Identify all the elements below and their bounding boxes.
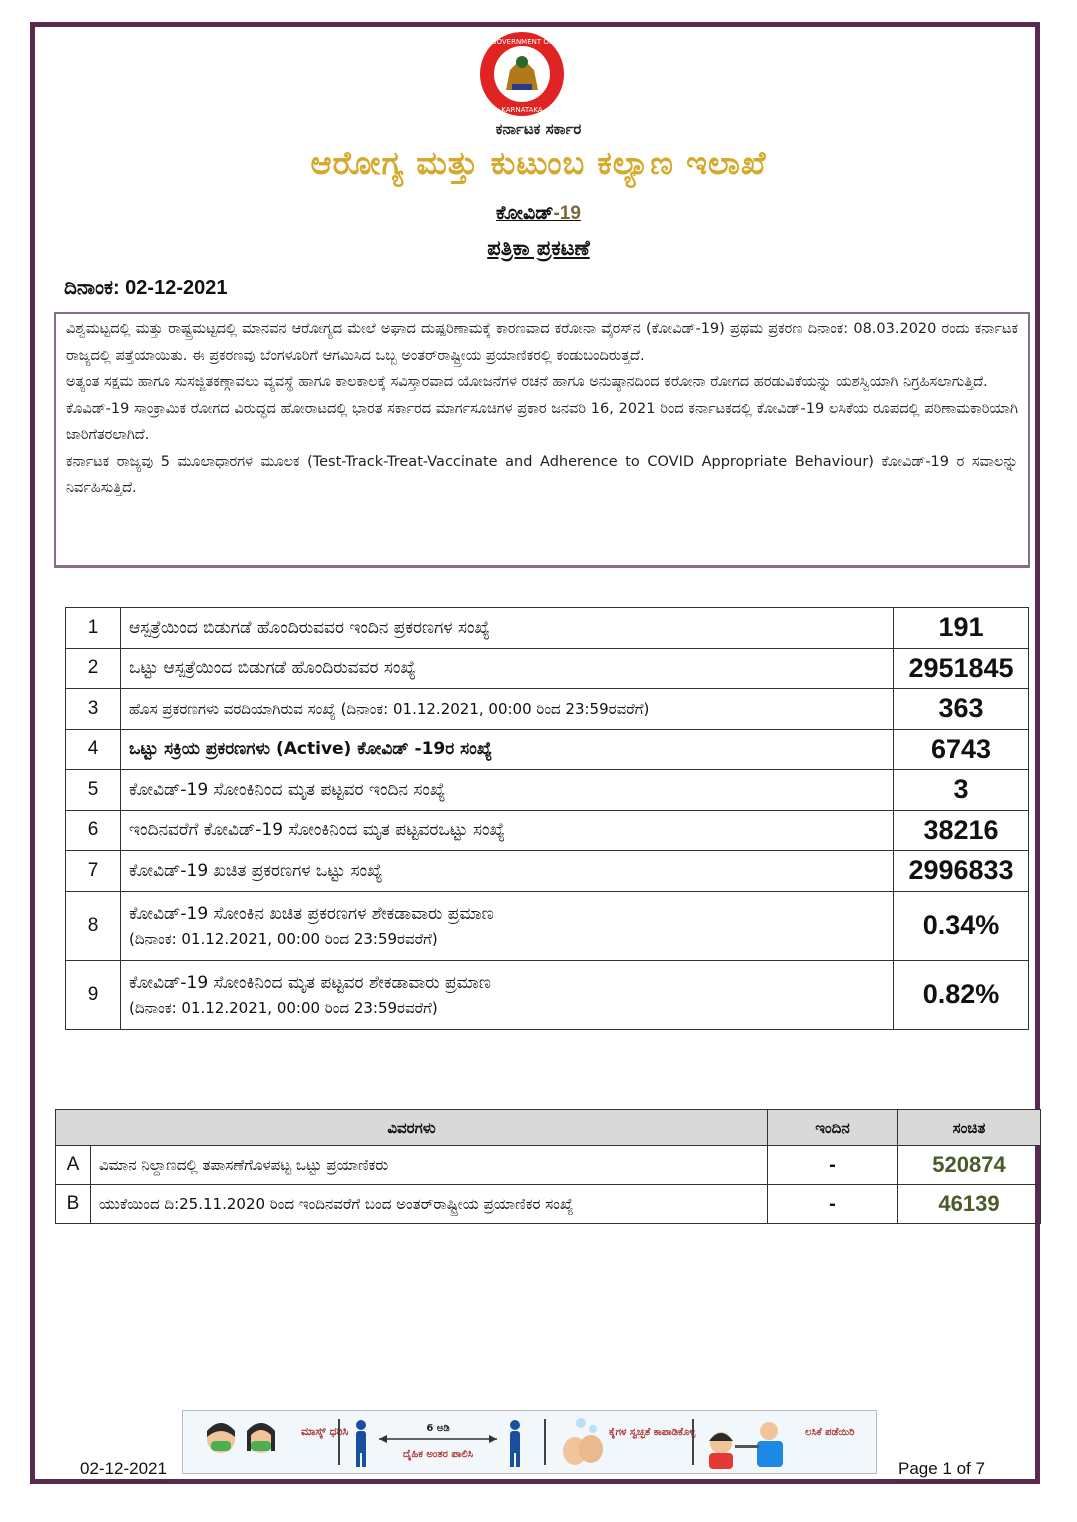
table-row: [66, 851, 1029, 892]
row-value: 6743: [894, 729, 1029, 770]
table-row: [66, 648, 1029, 689]
row-label: ಕೋವಿಡ್-19 ಸೋಂಕಿನ ಖಚಿತ ಪ್ರಕರಣಗಳ ಶೇಕಡಾವಾರು ಪ್ರಮಾಣ: [129, 903, 494, 924]
row-index: 8: [66, 891, 121, 960]
row-cumulative: 520874: [898, 1146, 1041, 1185]
press-release-title: ಪತ್ರಿಕಾ ಪ್ರಕಟಣೆ: [487, 236, 590, 260]
table-row: [56, 1146, 1041, 1185]
row-label: ಕೋವಿಡ್-19 ಖಚಿತ ಪ್ರಕರಣಗಳ ಒಟ್ಟು ಸಂಖ್ಯೆ: [121, 851, 894, 892]
table-header-row: [56, 1110, 1041, 1146]
hand-wash-icon: [563, 1418, 603, 1465]
row-index: A: [56, 1146, 91, 1185]
guidelines-illustration: [183, 1411, 876, 1473]
distance-text: ದೈಹಿಕ ಅಂತರ ಪಾಲಿಸಿ: [402, 1449, 474, 1460]
row-label: ವಿಮಾನ ನಿಲ್ದಾಣದಲ್ಲಿ ತಪಾಸಣೆಗೊಳಪಟ್ಟ ಒಟ್ಟು ಪ್ರಯಾಣಿಕರು: [91, 1146, 768, 1185]
table-row: [66, 689, 1029, 730]
masked-face-icon: [207, 1423, 235, 1453]
footer-rule-left: [78, 1481, 170, 1482]
row-label: ಇಂದಿನವರೆಗೆ ಕೋವಿಡ್-19 ಸೋಂಕಿನಿಂದ ಮೃತ ಪಟ್ಟವರಒಟ್ಟು ಸಂಖ್ಯೆ: [121, 810, 894, 851]
vaccine-icon: [709, 1422, 783, 1469]
intro-paragraph: ಅತ್ಯಂತ ಸಕ್ಷಮ ಹಾಗೂ ಸುಸಜ್ಜಿತಕಣ್ಗಾವಲು ವ್ಯವಸ್ಥೆ ಹಾಗೂ ಕಾಲಕಾಲಕ್ಕೆ ಸವಿಸ್ತಾರವಾದ ಯೋಜನೆಗಳ ರಚನೆ ಹಾಗೂ ಅನುಷ್ಠಾನದಿಂದ ಕರೋನಾ ರೋಗದ ಹರಡುವಿಕೆಯನ್ನು ಯಶಸ್ವಿಯಾಗಿ ನಿಗ್ರಹಿಸಲಾಗುತ್ತಿದೆ.: [66, 374, 988, 390]
covid-stats-table: [65, 607, 1029, 1030]
table-row: [66, 729, 1029, 770]
table-row: [66, 960, 1029, 1029]
row-value: 38216: [894, 810, 1029, 851]
row-value: 3: [894, 770, 1029, 811]
row-label: ಆಸ್ಪತ್ರೆಯಿಂದ ಬಿಡುಗಡೆ ಹೊಂದಿರುವವರ ಇಂದಿನ ಪ್ರಕರಣಗಳ ಸಂಖ್ಯೆ: [121, 608, 894, 649]
row-today: -: [768, 1185, 898, 1224]
page-number: Page 1 of 7: [898, 1459, 985, 1478]
row-value: 191: [894, 608, 1029, 649]
footer-date: 02-12-2021: [80, 1459, 167, 1478]
row-label: ಒಟ್ಟು ಸಕ್ರಿಯ ಪ್ರಕರಣಗಳು (Active) ಕೋವಿಡ್ -19ರ ಸಂಖ್ಯೆ: [121, 729, 894, 770]
karnataka-emblem-icon: [466, 30, 578, 118]
government-name: ಕರ್ನಾಟಕ ಸರ್ಕಾರ: [495, 120, 582, 138]
release-date: ದಿನಾಂಕ: 02-12-2021: [64, 277, 228, 299]
masked-face-icon: [247, 1423, 275, 1453]
department-title: ಆರೋಗ್ಯ ಮತ್ತು ಕುಟುಂಬ ಕಲ್ಯಾಣ ಇಲಾಖೆ: [310, 144, 767, 182]
row-index: 1: [66, 608, 121, 649]
table-row: [66, 608, 1029, 649]
row-label: ಯುಕೆಯಿಂದ ದಿ:25.11.2020 ರಿಂದ ಇಂದಿನವರೆಗೆ ಬಂದ ಅಂತರ್‌ರಾಷ್ಟ್ರೀಯ ಪ್ರಯಾಣಿಕರ ಸಂಖ್ಯೆ: [91, 1185, 768, 1224]
row-sublabel: (ದಿನಾಂಕ: 01.12.2021, 00:00 ರಿಂದ 23:59ರವರೆಗೆ): [129, 929, 438, 948]
intro-paragraph: ಕೊವಿಡ್-19 ಸಾಂಕ್ರಾಮಿಕ ರೋಗದ ವಿರುದ್ಧದ ಹೋರಾಟದಲ್ಲಿ ಭಾರತ ಸರ್ಕಾರದ ಮಾರ್ಗಸೂಚಿಗಳ ಪ್ರಕಾರ ಜನವರಿ 16, 2021 ರಿಂದ ಕರ್ನಾಟಕದಲ್ಲಿ ಕೋವಿಡ್-19 ಲಸಿಕೆಯ ರೂಪದಲ್ಲಿ ಪರಿಣಾಮಕಾರಿಯಾಗಿ ಜಾರಿಗೆತರಲಾಗಿದೆ.: [66, 400, 1018, 443]
column-header-details: ವಿವರಗಳು: [56, 1110, 768, 1146]
table-row: [66, 770, 1029, 811]
row-index: 9: [66, 960, 121, 1029]
svg-text:GOVERNMENT OF: GOVERNMENT OF: [491, 38, 553, 46]
row-value: 0.82%: [894, 960, 1029, 1029]
row-index: 4: [66, 729, 121, 770]
travel-table: [55, 1109, 1041, 1224]
person-icon: [356, 1420, 366, 1467]
row-index: B: [56, 1185, 91, 1224]
row-label: ಕೋವಿಡ್-19 ಸೋಂಕಿನಿಂದ ಮೃತ ಪಟ್ಟವರ ಶೇಕಡಾವಾರು ಪ್ರಮಾಣ: [129, 972, 491, 993]
row-today: -: [768, 1146, 898, 1185]
row-label: ಹೊಸ ಪ್ರಕರಣಗಳು ವರದಿಯಾಗಿರುವ ಸಂಖ್ಯೆ (ದಿನಾಂಕ: 01.12.2021, 00:00 ರಿಂದ 23:59ರವರೆಗೆ): [121, 689, 894, 730]
column-header-today: ಇಂದಿನ: [768, 1110, 898, 1146]
hands-text: ಕೈಗಳ ಸ್ವಚ್ಛತೆ ಕಾಪಾಡಿಕೊಳ್ಳಿ: [609, 1427, 696, 1438]
row-index: 2: [66, 648, 121, 689]
covid-guidelines-banner: [182, 1410, 877, 1474]
table-row: [66, 891, 1029, 960]
covid-number: -19: [553, 203, 581, 224]
intro-box: [54, 312, 1030, 568]
row-label-cell: [121, 891, 894, 960]
footer-rule-right: [896, 1481, 996, 1482]
row-sublabel: (ದಿನಾಂಕ: 01.12.2021, 00:00 ರಿಂದ 23:59ರವರೆಗೆ): [129, 998, 438, 1017]
row-index: 6: [66, 810, 121, 851]
mask-text: ಮಾಸ್ಕ್ ಧರಿಸಿ: [301, 1425, 349, 1438]
svg-text:KARNATAKA: KARNATAKA: [501, 106, 543, 114]
covid-label: ಕೋವಿಡ್: [496, 202, 554, 224]
column-header-cumulative: ಸಂಚಿತ: [898, 1110, 1041, 1146]
row-value: 2996833: [894, 851, 1029, 892]
row-value: 0.34%: [894, 891, 1029, 960]
row-index: 5: [66, 770, 121, 811]
row-cumulative: 46139: [898, 1185, 1041, 1224]
row-index: 3: [66, 689, 121, 730]
row-label: ಕೋವಿಡ್-19 ಸೋಂಕಿನಿಂದ ಮೃತ ಪಟ್ಟವರ ಇಂದಿನ ಸಂಖ್ಯೆ: [121, 770, 894, 811]
distance-feet-text: 6 ಅಡಿ: [426, 1423, 450, 1434]
row-value: 363: [894, 689, 1029, 730]
covid-heading: [0, 202, 1077, 225]
row-label-cell: [121, 960, 894, 1029]
vaccine-text: ಲಸಿಕೆ ಪಡೆಯಿರಿ: [805, 1427, 855, 1438]
row-label: ಒಟ್ಟು ಆಸ್ಪತ್ರೆಯಿಂದ ಬಿಡುಗಡೆ ಹೊಂದಿರುವವರ ಸಂಖ್ಯೆ: [121, 648, 894, 689]
row-value: 2951845: [894, 648, 1029, 689]
intro-paragraph: ಕರ್ನಾಟಕ ರಾಜ್ಯವು 5 ಮೂಲಾಧಾರಗಳ ಮೂಲಕ (Test-Track-Treat-Vaccinate and Adherence to COVID Appropriate Behaviour) ಕೋವಿಡ್-19 ರ ಸವಾಲನ್ನು ನಿರ್ವಹಿಸುತ್ತಿದೆ.: [66, 453, 1018, 496]
person-icon: [510, 1420, 520, 1467]
table-row: [56, 1185, 1041, 1224]
table-row: [66, 810, 1029, 851]
row-index: 7: [66, 851, 121, 892]
intro-paragraph: ವಿಶ್ವಮಟ್ಟದಲ್ಲಿ ಮತ್ತು ರಾಷ್ಟ್ರಮಟ್ಟದಲ್ಲಿ ಮಾನವನ ಆರೋಗ್ಯದ ಮೇಲೆ ಅಘಾದ ದುಷ್ಪರಿಣಾಮಕ್ಕೆ ಕಾರಣವಾದ ಕರೋನಾ ವೈರಸ್‌ನ (ಕೋವಿಡ್-19) ಪ್ರಥಮ ಪ್ರಕರಣ ದಿನಾಂಕ: 08.03.2020 ರಂದು ಕರ್ನಾಟಕ ರಾಜ್ಯದಲ್ಲಿ ಪತ್ತೆಯಾಯಿತು. ಈ ಪ್ರಕರಣವು ಬೆಂಗಳೂರಿಗೆ ಆಗಮಿಸಿದ ಒಬ್ಬ ಅಂತರ್‌ರಾಷ್ಟ್ರೀಯ ಪ್ರಯಾಣಿಕರಲ್ಲಿ ಕಂಡುಬಂದಿರುತ್ತದೆ.: [66, 321, 1018, 364]
